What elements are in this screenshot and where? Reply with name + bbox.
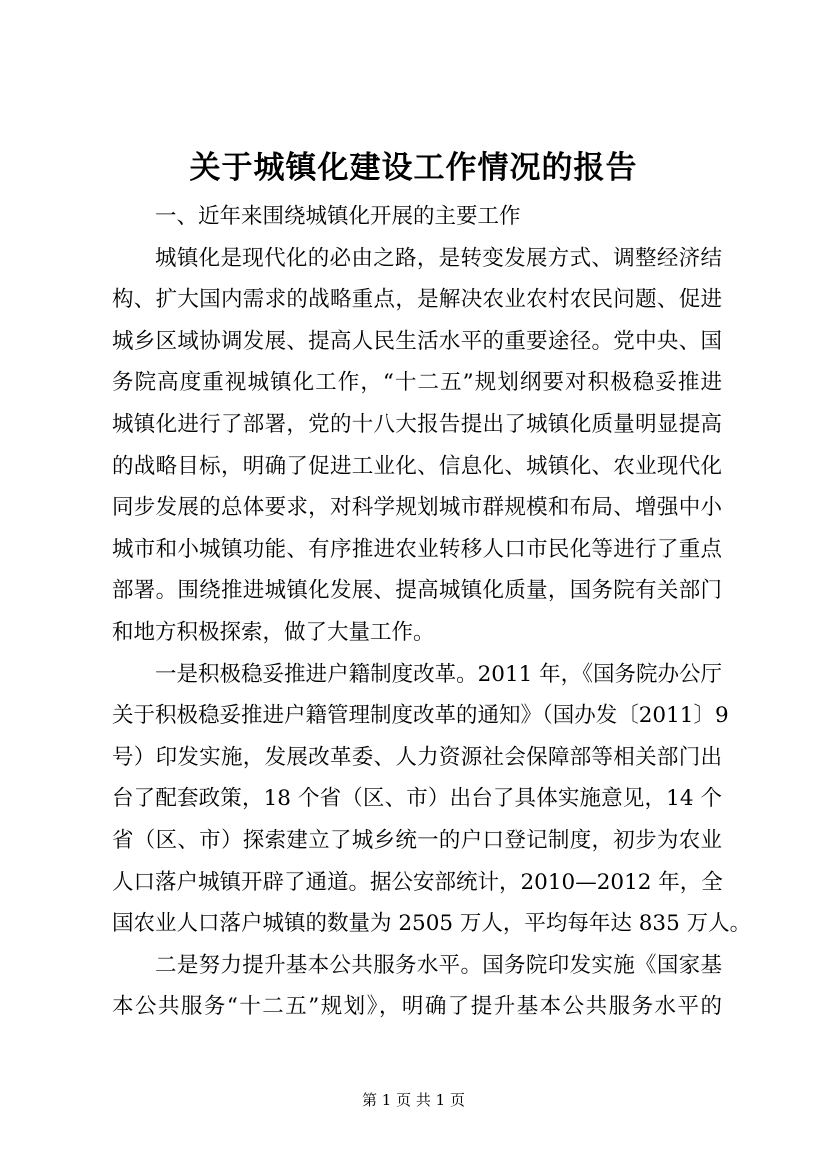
text-line: 一、近年来围绕城镇化开展的主要工作 bbox=[155, 204, 521, 229]
text-line: 省（区、市）探索建立了城乡统一的户口登记制度，初步为农业 bbox=[112, 827, 722, 853]
text-line: 一是积极稳妥推进户籍制度改革。2011 年，《国务院办公厅 bbox=[155, 661, 722, 687]
text-line: 台了配套政策，18 个省（区、市）出台了具体实施意见，14 个 bbox=[112, 786, 722, 812]
document-title: 关于城镇化建设工作情况的报告 bbox=[189, 150, 638, 186]
text-line: 和地方积极探索，做了大量工作。 bbox=[112, 619, 435, 645]
text-line: 务院高度重视城镇化工作，“十二五”规划纲要对积极稳妥推进 bbox=[112, 370, 722, 396]
text-line: 城镇化进行了部署，党的十八大报告提出了城镇化质量明显提高 bbox=[112, 411, 722, 437]
text-line: 人口落户城镇开辟了通道。据公安部统计，2010—2012 年，全 bbox=[112, 869, 723, 895]
text-line: 部署。围绕推进城镇化发展、提高城镇化质量，国务院有关部门 bbox=[112, 578, 722, 604]
text-line: 城乡区域协调发展、提高人民生活水平的重要途径。党中央、国 bbox=[112, 328, 722, 354]
text-line: 城市和小城镇功能、有序推进农业转移人口市民化等进行了重点 bbox=[112, 536, 722, 562]
text-line: 关于积极稳妥推进户籍管理制度改革的通知》（国办发〔2011〕9 bbox=[112, 703, 729, 729]
page-footer: 第 1 页 共 1 页 bbox=[362, 1091, 465, 1109]
text-line: 同步发展的总体要求，对科学规划城市群规模和布局、增强中小 bbox=[112, 495, 722, 521]
text-line: 构、扩大国内需求的战略重点，是解决农业农村农民问题、促进 bbox=[112, 287, 722, 313]
text-line: 号）印发实施，发展改革委、人力资源社会保障部等相关部门出 bbox=[112, 744, 722, 770]
document-body bbox=[112, 196, 752, 1028]
text-line: 城镇化是现代化的必由之路，是转变发展方式、调整经济结 bbox=[155, 245, 722, 271]
text-line: 的战略目标，明确了促进工业化、信息化、城镇化、农业现代化 bbox=[112, 453, 722, 479]
text-line: 二是努力提升基本公共服务水平。国务院印发实施《国家基 bbox=[155, 952, 722, 978]
text-line: 本公共服务“十二五”规划》，明确了提升基本公共服务水平的 bbox=[112, 994, 722, 1020]
text-line: 国农业人口落户城镇的数量为 2505 万人，平均每年达 835 万人。 bbox=[112, 911, 752, 937]
